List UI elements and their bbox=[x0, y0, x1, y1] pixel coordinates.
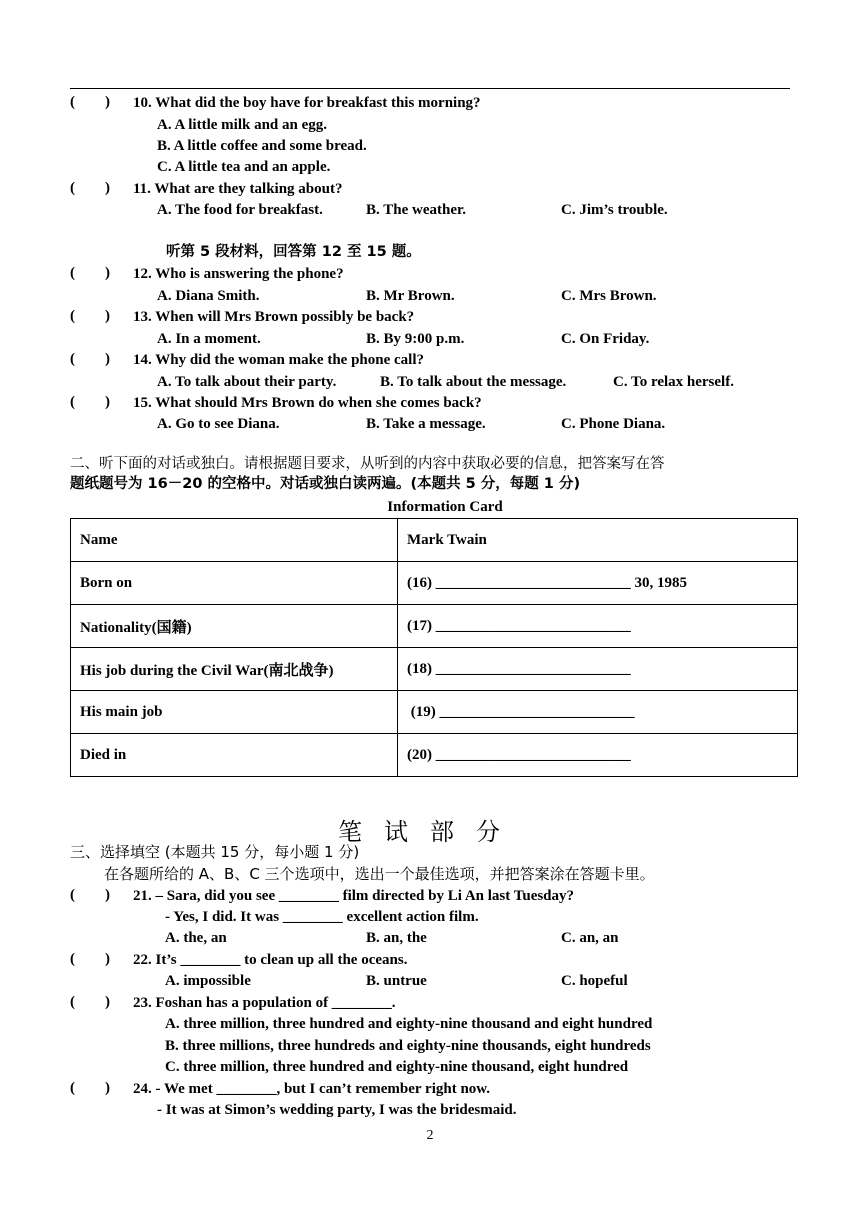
answer-paren: ( ) bbox=[70, 180, 110, 196]
option: B. Mr Brown. bbox=[366, 288, 455, 304]
question-stem: 22. It’s ________ to clean up all the oceans. bbox=[133, 952, 408, 968]
page-number: 2 bbox=[426, 1128, 434, 1143]
table-row bbox=[71, 519, 798, 562]
table-row bbox=[71, 605, 798, 648]
row-label: Died in bbox=[71, 734, 398, 777]
row-value: (17) __________________________ bbox=[398, 605, 798, 648]
section-instruction: 在各题所给的 A、B、C 三个选项中，选出一个最佳选项，并把答案涂在答题卡里。 bbox=[104, 865, 655, 883]
option: A. The food for breakfast. bbox=[157, 202, 323, 218]
option: B. three millions, three hundreds and eighty-nine thousands, eight hundreds bbox=[165, 1038, 651, 1054]
row-label: Born on bbox=[71, 562, 398, 605]
option: A. In a moment. bbox=[157, 331, 261, 347]
section-heading: 三、选择填空 (本题共 15 分，每小题 1 分) bbox=[70, 843, 360, 861]
option: C. A little tea and an apple. bbox=[157, 159, 331, 175]
row-label: His job during the Civil War(南北战争) bbox=[71, 648, 398, 691]
option: A. Go to see Diana. bbox=[157, 416, 280, 432]
table-row bbox=[71, 691, 798, 734]
row-label: Nationality(国籍) bbox=[71, 605, 398, 648]
answer-paren: ( ) bbox=[70, 394, 110, 410]
option: B. Take a message. bbox=[366, 416, 486, 432]
answer-paren: ( ) bbox=[70, 308, 110, 324]
section-heading-cont: 题纸题号为 16－20 的空格中。对话或独白读两遍。(本题共 5 分，每题 1 分) bbox=[70, 476, 581, 492]
row-value: (18) __________________________ bbox=[398, 648, 798, 691]
option: A. Diana Smith. bbox=[157, 288, 260, 304]
option: C. Jim’s trouble. bbox=[561, 202, 668, 218]
table-row bbox=[71, 648, 798, 691]
answer-paren: ( ) bbox=[70, 951, 110, 967]
option: B. A little coffee and some bread. bbox=[157, 138, 367, 154]
option: C. To relax herself. bbox=[613, 374, 734, 390]
listening-instruction: 听第 5 段材料，回答第 12 至 15 题。 bbox=[166, 244, 421, 260]
option: B. To talk about the message. bbox=[380, 374, 567, 390]
row-label: Name bbox=[71, 519, 398, 562]
question-stem: 13. When will Mrs Brown possibly be back? bbox=[133, 309, 415, 325]
option: C. an, an bbox=[561, 930, 619, 946]
answer-paren: ( ) bbox=[70, 887, 110, 903]
answer-paren: ( ) bbox=[70, 1080, 110, 1096]
answer-paren: ( ) bbox=[70, 265, 110, 281]
option: C. On Friday. bbox=[561, 331, 650, 347]
option: A. To talk about their party. bbox=[157, 374, 337, 390]
written-section-title: 笔试部分 bbox=[338, 818, 522, 846]
option: B. By 9:00 p.m. bbox=[366, 331, 465, 347]
information-card-table bbox=[70, 518, 798, 777]
question-stem-cont: - Yes, I did. It was ________ excellent action film. bbox=[165, 909, 479, 925]
question-stem: 12. Who is answering the phone? bbox=[133, 266, 344, 282]
question-stem: 15. What should Mrs Brown do when she comes back? bbox=[133, 395, 482, 411]
question-stem-cont: - It was at Simon’s wedding party, I was the bridesmaid. bbox=[157, 1102, 517, 1118]
question-stem: 14. Why did the woman make the phone call? bbox=[133, 352, 425, 368]
option: A. the, an bbox=[165, 930, 227, 946]
option: B. an, the bbox=[366, 930, 427, 946]
answer-paren: ( ) bbox=[70, 94, 110, 110]
row-label: His main job bbox=[71, 691, 398, 734]
table-row bbox=[71, 562, 798, 605]
row-value: (20) __________________________ bbox=[398, 734, 798, 777]
option: C. hopeful bbox=[561, 973, 628, 989]
card-title: Information Card bbox=[387, 499, 503, 515]
option: C. Mrs Brown. bbox=[561, 288, 657, 304]
answer-paren: ( ) bbox=[70, 994, 110, 1010]
option: A. impossible bbox=[165, 973, 251, 989]
table-row bbox=[71, 734, 798, 777]
top-rule bbox=[70, 88, 790, 89]
option: A. A little milk and an egg. bbox=[157, 117, 328, 133]
row-value: (16) __________________________ 30, 1985 bbox=[398, 562, 798, 605]
question-stem: 23. Foshan has a population of ________. bbox=[133, 995, 396, 1011]
answer-paren: ( ) bbox=[70, 351, 110, 367]
question-stem: 11. What are they talking about? bbox=[133, 181, 343, 197]
question-stem: 10. What did the boy have for breakfast this morning? bbox=[133, 95, 481, 111]
option: B. The weather. bbox=[366, 202, 467, 218]
row-value: (19) __________________________ bbox=[398, 691, 798, 734]
option: C. Phone Diana. bbox=[561, 416, 666, 432]
option: B. untrue bbox=[366, 973, 427, 989]
section-heading: 二、听下面的对话或独白。请根据题目要求，从听到的内容中获取必要的信息，把答案写在答 bbox=[70, 456, 665, 472]
question-stem: 21. – Sara, did you see ________ film directed by Li An last Tuesday? bbox=[133, 888, 575, 904]
option: A. three million, three hundred and eighty-nine thousand and eight hundred bbox=[165, 1016, 653, 1032]
question-stem: 24. - We met ________, but I can’t remember right now. bbox=[133, 1081, 491, 1097]
row-value: Mark Twain bbox=[398, 519, 798, 562]
option: C. three million, three hundred and eighty-nine thousand, eight hundred bbox=[165, 1059, 629, 1075]
